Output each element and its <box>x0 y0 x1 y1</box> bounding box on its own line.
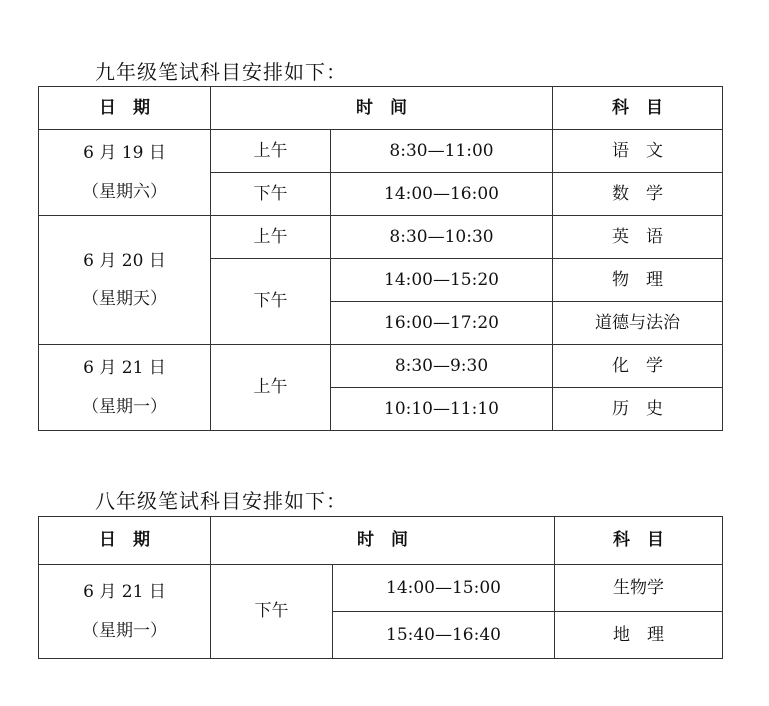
grade8-schedule-table <box>38 516 723 659</box>
time-cell: 16:00—17:20 <box>331 302 553 345</box>
time-cell: 8:30—10:30 <box>331 216 553 259</box>
time-cell: 8:30—11:00 <box>331 130 553 173</box>
table-row <box>39 130 723 173</box>
weekday-label: （星期六） <box>82 181 167 202</box>
period-cell: 下午 <box>211 565 333 659</box>
time-cell: 8:30—9:30 <box>331 345 553 388</box>
subject-cell: 语 文 <box>553 130 723 173</box>
date-cell <box>39 130 211 216</box>
time-cell: 15:40—16:40 <box>333 612 555 659</box>
table-header-row <box>39 517 723 565</box>
subject-cell: 地 理 <box>555 612 723 659</box>
grade9-heading: 九年级笔试科目安排如下： <box>95 60 347 84</box>
subject-cell: 化 学 <box>553 345 723 388</box>
header-date: 日 期 <box>39 517 211 565</box>
grade8-heading: 八年级笔试科目安排如下： <box>95 489 347 513</box>
table-row <box>39 345 723 388</box>
weekday-label: （星期天） <box>82 289 167 309</box>
date-label: 6 月 20 日 <box>83 250 166 271</box>
subject-cell: 生物学 <box>555 565 723 612</box>
table-header-row <box>39 87 723 130</box>
date-cell <box>39 345 211 431</box>
time-cell: 14:00—16:00 <box>331 173 553 216</box>
period-cell: 上午 <box>211 345 331 431</box>
date-label: 6 月 21 日 <box>83 358 166 379</box>
period-cell: 下午 <box>211 259 331 345</box>
subject-cell: 道德与法治 <box>553 302 723 345</box>
weekday-label: （星期一） <box>82 620 167 641</box>
time-cell: 10:10—11:10 <box>331 388 553 431</box>
header-subject: 科 目 <box>555 517 723 565</box>
header-time: 时 间 <box>211 517 555 565</box>
date-label: 6 月 21 日 <box>83 582 166 603</box>
date-cell <box>39 565 211 659</box>
date-cell <box>39 216 211 345</box>
date-label: 6 月 19 日 <box>83 143 166 164</box>
subject-cell: 数 学 <box>553 173 723 216</box>
header-subject: 科 目 <box>553 87 723 130</box>
table-row <box>39 216 723 259</box>
grade9-schedule-table <box>38 86 723 431</box>
subject-cell: 英 语 <box>553 216 723 259</box>
subject-cell: 物 理 <box>553 259 723 302</box>
time-cell: 14:00—15:20 <box>331 259 553 302</box>
header-time: 时 间 <box>211 87 553 130</box>
table-row <box>39 565 723 612</box>
weekday-label: （星期一） <box>82 396 167 417</box>
period-cell: 上午 <box>211 216 331 259</box>
period-cell: 下午 <box>211 173 331 216</box>
header-date: 日 期 <box>39 87 211 130</box>
time-cell: 14:00—15:00 <box>333 565 555 612</box>
period-cell: 上午 <box>211 130 331 173</box>
subject-cell: 历 史 <box>553 388 723 431</box>
